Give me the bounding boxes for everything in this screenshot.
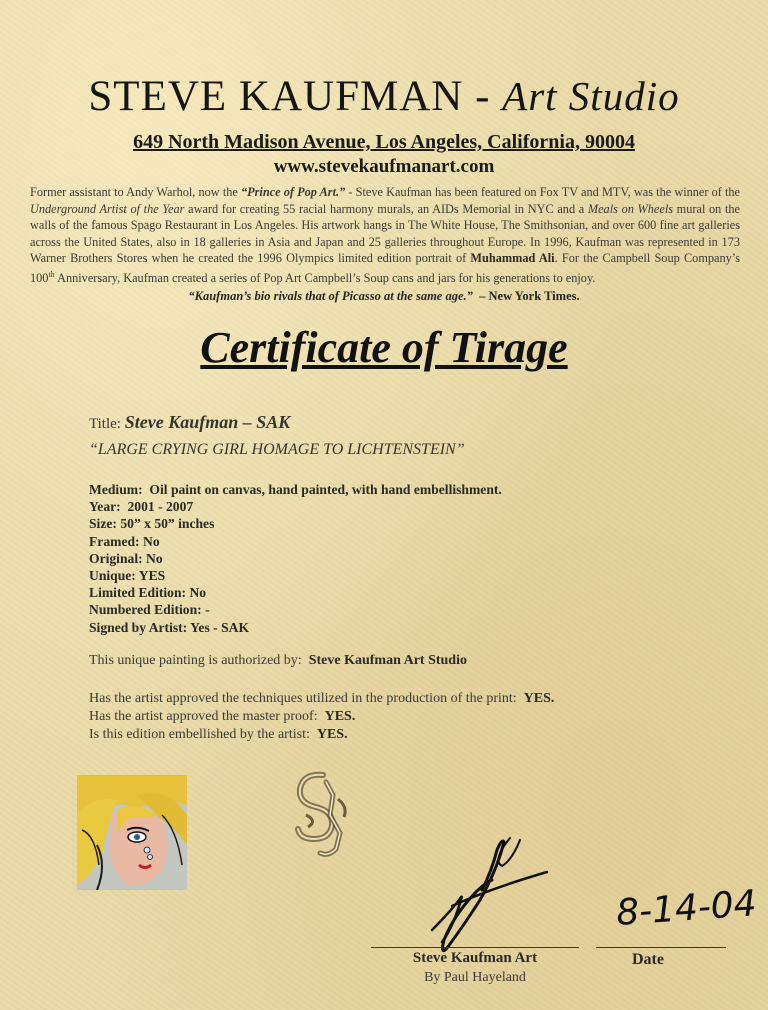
artist-bio — [30, 184, 740, 287]
detail-label: Year: — [89, 499, 121, 515]
detail-value: Yes - SAK — [190, 619, 250, 635]
detail-value: YES — [138, 568, 166, 584]
studio-heading — [0, 72, 768, 121]
bio-text: . For the Campbell Soup Company’s 100 — [30, 251, 740, 286]
signature-label: Steve Kaufman Art — [412, 950, 538, 966]
approval-questions — [89, 690, 554, 744]
detail-value: - — [205, 602, 210, 618]
authorization-value: Steve Kaufman Art Studio — [308, 653, 467, 668]
question-row — [89, 690, 554, 708]
artist-name: STEVE KAUFMAN — [88, 73, 464, 120]
detail-label: Framed: — [89, 533, 140, 549]
detail-label: Medium: — [89, 482, 143, 497]
detail-value: No — [143, 533, 160, 549]
signature-subtitle: By Paul Hayeland — [424, 970, 526, 985]
question-text: Has the artist approved the techniques utilized in the production of the print: — [89, 691, 517, 706]
bio-text: - Steve Kaufman has been featured on Fox TV and MTV, was the winner of the — [345, 185, 741, 199]
question-row — [89, 708, 554, 726]
bio-text: Anniversary, Kaufman created a series of Pop Art Campbell’s Soup cans and jars for his generations to enjoy. — [54, 271, 596, 286]
detail-row — [89, 481, 502, 498]
detail-row — [89, 533, 502, 550]
bio-award: Underground Artist of the Year — [30, 201, 185, 216]
date-label: Date — [632, 951, 664, 968]
detail-row — [89, 619, 502, 636]
question-text: Has the artist approved the master proof: — [89, 709, 318, 724]
detail-value: Oil paint on canvas, hand painted, with hand embellishment. — [149, 482, 502, 497]
question-answer: YES. — [324, 709, 356, 724]
detail-value: 2001 - 2007 — [127, 499, 194, 515]
title-value: Steve Kaufman – SAK — [124, 412, 291, 432]
bio-pop-art: “Prince of Pop Art.” — [240, 185, 346, 199]
bio-text: Former assistant to Andy Warhol, now the — [30, 185, 241, 199]
studio-name: Art Studio — [502, 73, 680, 119]
detail-row — [89, 601, 502, 618]
artwork-thumbnail — [77, 775, 187, 890]
title-line — [89, 412, 290, 433]
detail-value: No — [146, 550, 163, 566]
detail-label: Size: — [89, 516, 117, 532]
authorization-text: This unique painting is authorized by: — [89, 653, 302, 668]
artist-signature-icon — [392, 830, 552, 958]
embossed-seal-icon — [278, 767, 363, 862]
bio-meals: Meals on Wheels — [587, 201, 674, 216]
detail-row — [89, 498, 502, 515]
authorization-line — [89, 653, 467, 669]
handwritten-date-text: 8-14-04 — [614, 883, 758, 934]
quote-text: “Kaufman’s bio rivals that of Picasso at the same age.” — [188, 289, 473, 303]
press-quote — [0, 289, 768, 304]
question-row — [89, 726, 554, 744]
detail-label: Signed by Artist: — [89, 619, 188, 635]
bio-text: mural on the walls of the famous Spago Restaurant in Los Angeles. His artwork hangs in The White House, The Smithsonian, and over 600 fine art galleries across the United States, also in 18 galleries in Asia and Japan and 25 galleries throughout Europe. In 1996, Kaufman was represented in 173 Warner Brothers Stores when he created the 1996 Olympics limited edition portrait of — [30, 201, 740, 266]
bio-sup: th — [48, 269, 55, 279]
detail-label: Numbered Edition: — [89, 602, 202, 618]
artwork-name: “LARGE CRYING GIRL HOMAGE TO LICHTENSTEIN” — [89, 441, 465, 458]
question-text: Is this edition embellished by the artist: — [89, 727, 310, 742]
handwritten-date — [612, 878, 764, 936]
detail-row — [89, 550, 502, 567]
heading-separator: - — [475, 73, 491, 120]
detail-value: No — [189, 585, 207, 601]
detail-label: Limited Edition: — [89, 585, 187, 601]
detail-label: Original: — [89, 550, 143, 566]
detail-row — [89, 567, 502, 584]
details-list — [89, 481, 502, 636]
title-label: Title: — [89, 416, 121, 432]
certificate-title: Certificate of Tirage — [200, 323, 568, 372]
bio-ali: Muhammad Ali — [470, 251, 555, 266]
signature-line — [371, 947, 579, 948]
studio-website: www.stevekaufmanart.com — [273, 156, 495, 177]
question-answer: YES. — [523, 691, 555, 706]
detail-label: Unique: — [89, 568, 136, 584]
bio-text: award for creating 55 racial harmony murals, an AIDs Memorial in NYC and a — [184, 201, 588, 216]
question-answer: YES. — [316, 727, 348, 742]
date-line — [596, 947, 726, 948]
quote-source: – New York Times. — [479, 289, 580, 303]
studio-address: 649 North Madison Avenue, Los Angeles, California, 90004 — [133, 131, 635, 153]
detail-value: 50” x 50” inches — [120, 516, 215, 532]
detail-row — [89, 515, 502, 532]
detail-row — [89, 584, 502, 601]
